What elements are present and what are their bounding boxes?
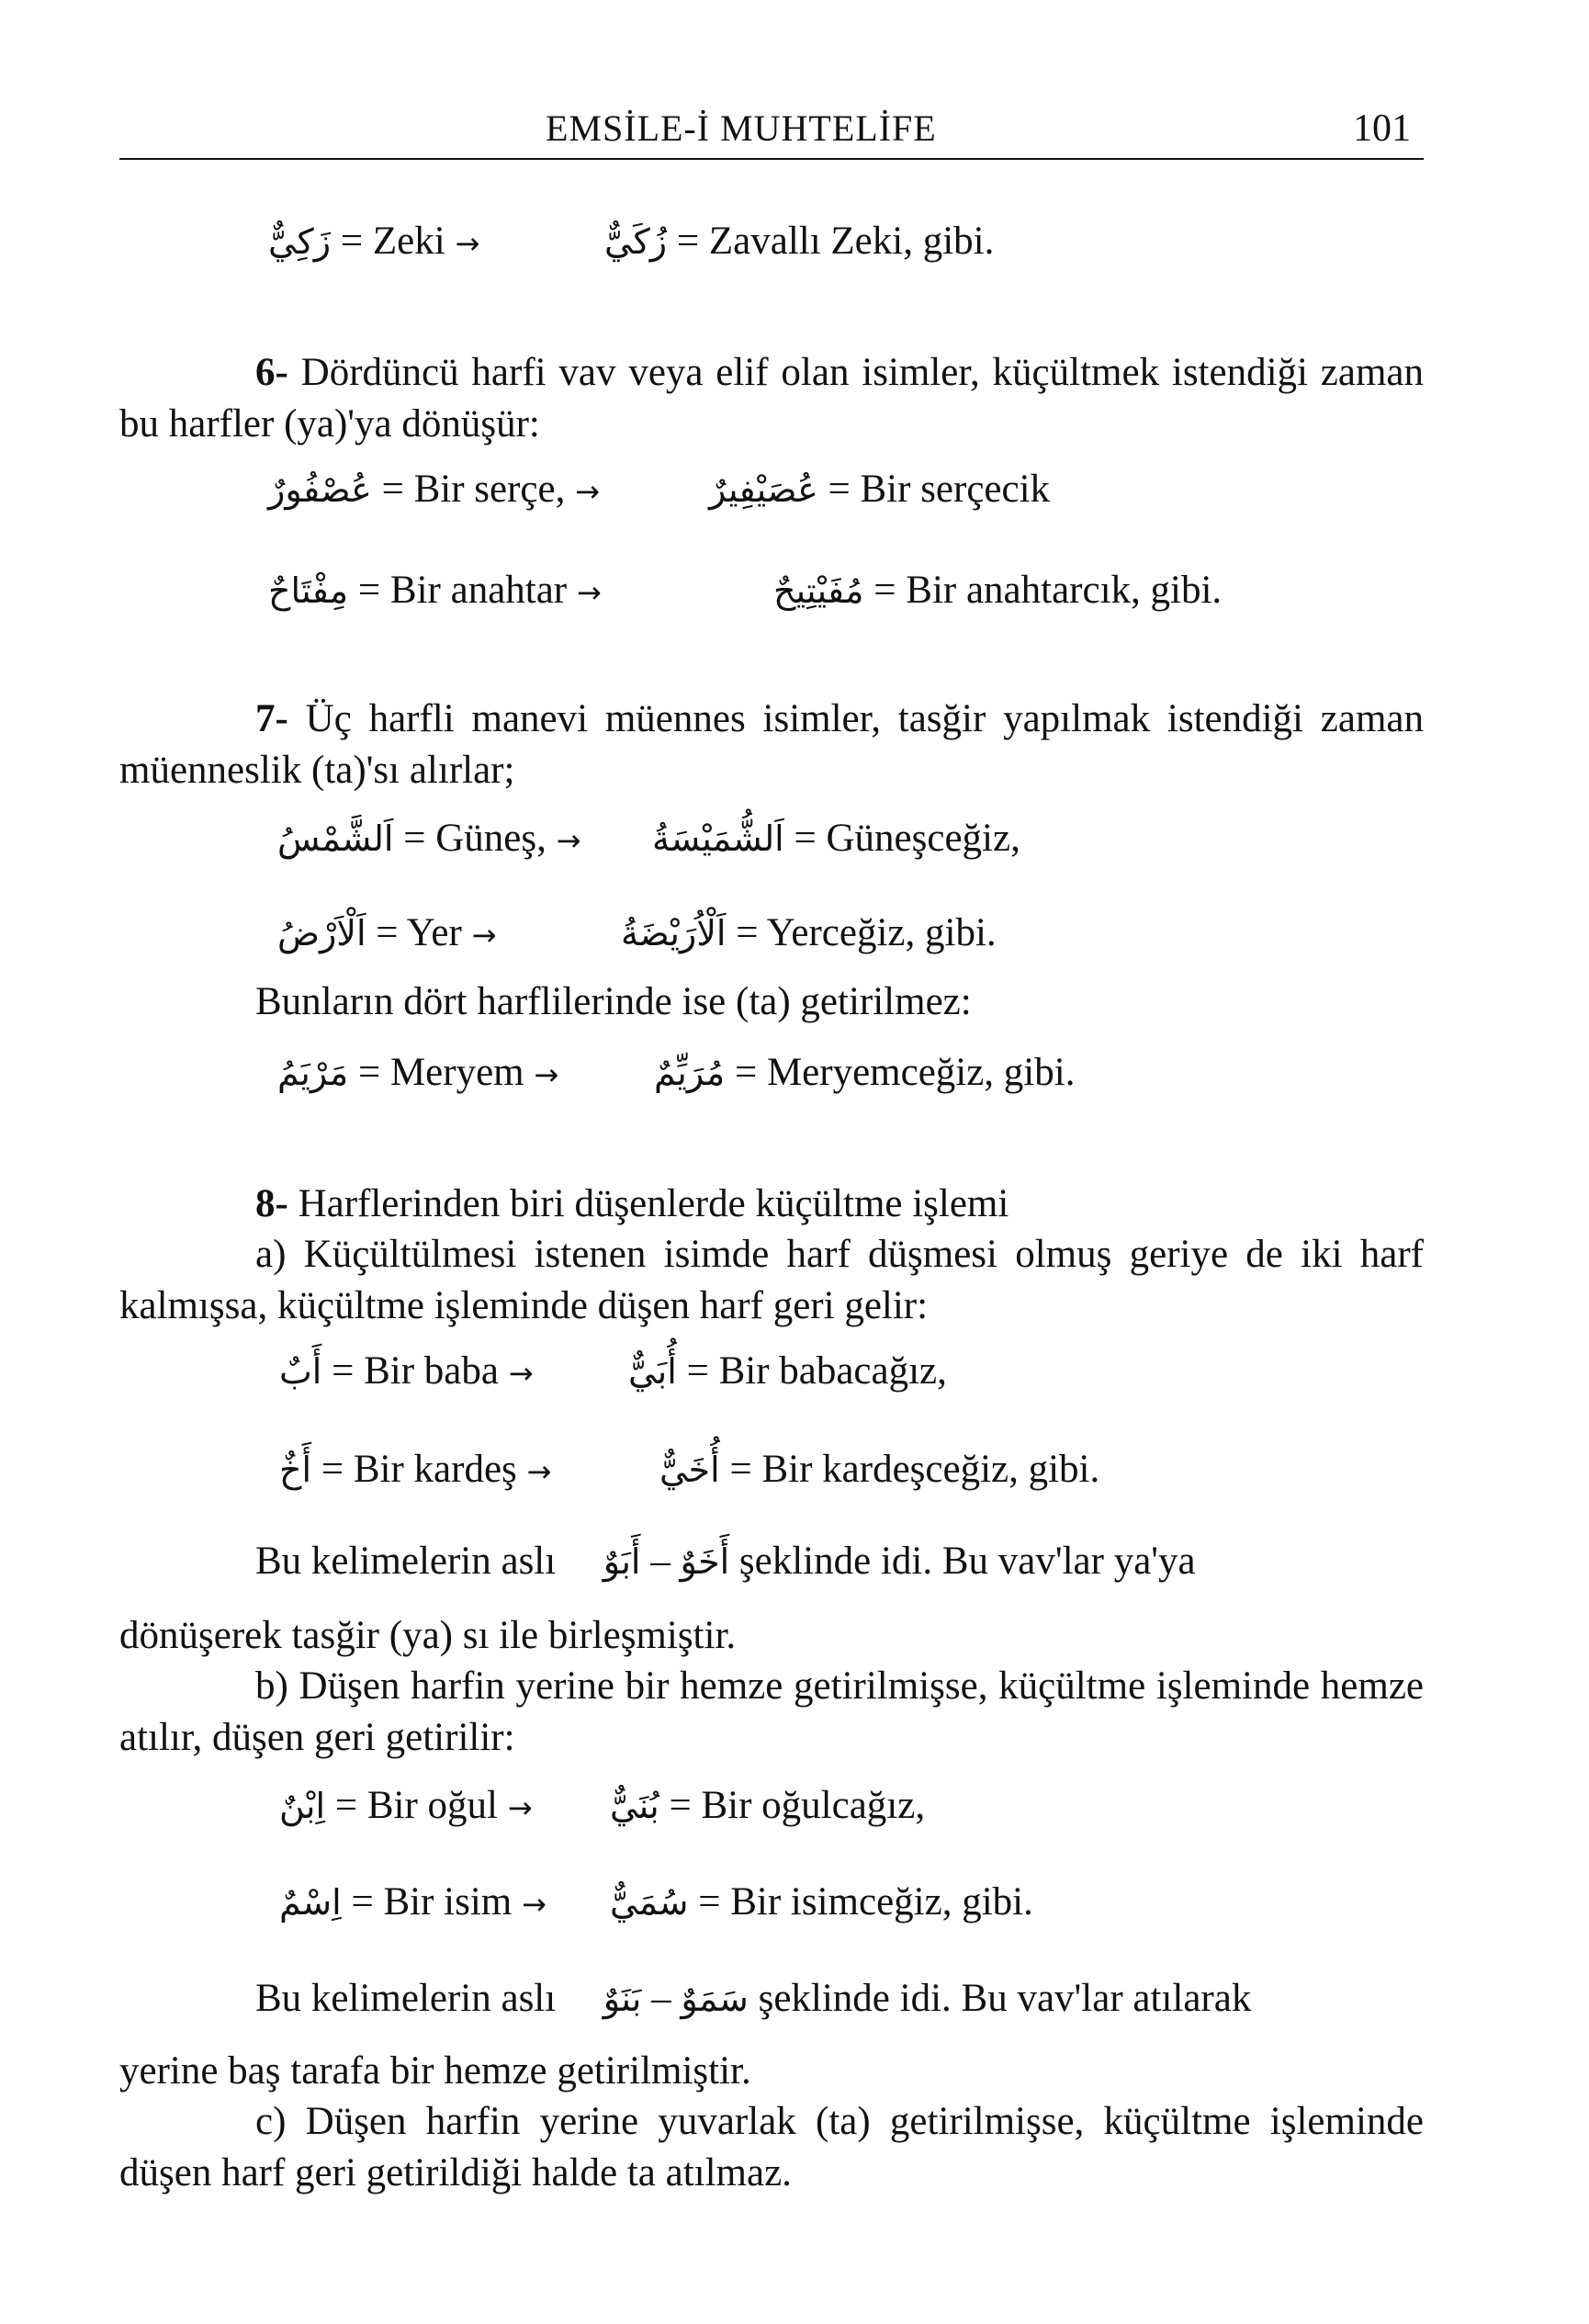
section-8a-paragraph: a) Küçültülmesi istenen isimde harf düşmesi olmuş geriye de iki harf kalmışsa, küçültme işleminde düşen harf geri gelir: — [119, 1233, 1424, 1327]
note-text: Bu kelimelerin aslı — [255, 1977, 557, 2020]
section-text: Harflerinden biri düşenlerde küçültme işlemi — [298, 1182, 1009, 1225]
example-anahtar — [268, 565, 602, 618]
section-text: Dördüncü harfi vav veya elif olan isimler, küçültmek istendiği zaman bu harfler (ya)'ya dönüşür: — [119, 351, 1425, 446]
example-gunes — [277, 813, 580, 866]
dash: – — [650, 1540, 671, 1583]
arabic-word: اَلشَّمْسُ — [277, 818, 394, 859]
arabic-word: عُصَيْفِيرٌ — [709, 469, 818, 510]
example-kardes-diminutive — [659, 1444, 1099, 1495]
example-baba — [279, 1346, 534, 1399]
arabic-word: عُصْفُورٌ — [268, 469, 372, 510]
example-serce-diminutive — [709, 464, 1050, 515]
note-text: şeklinde idi. Bu vav'lar atılarak — [758, 1977, 1252, 2020]
example-meryem-diminutive — [654, 1047, 1075, 1099]
meaning: = Bir serçecik — [828, 468, 1051, 511]
example-zeki-diminutive — [604, 216, 994, 267]
meaning: = Bir babacağız, — [686, 1349, 947, 1393]
example-isim — [279, 1877, 547, 1930]
arrow-icon: → — [521, 1887, 547, 1922]
arrow-icon: → — [471, 918, 497, 953]
arabic-word: مُرَيِّمٌ — [654, 1053, 726, 1093]
section-number: 6- — [255, 351, 288, 394]
example-ogul — [279, 1780, 533, 1833]
meaning: = Bir kardeş — [321, 1448, 517, 1491]
section-8a-note — [255, 1536, 1196, 1587]
meaning: = Bir kardeşceğiz, gibi. — [729, 1448, 1100, 1491]
meaning: = Zavallı Zeki, gibi. — [676, 220, 995, 263]
example-yer — [277, 908, 496, 961]
note-text: şeklinde idi. Bu vav'lar ya'ya — [738, 1540, 1196, 1583]
arrow-icon: → — [526, 1454, 552, 1489]
arrow-icon: → — [507, 1790, 533, 1825]
arabic-word: اِسْمٌ — [279, 1882, 342, 1923]
meaning: = Bir isim — [351, 1880, 513, 1924]
running-title: EMSİLE-İ MUHTELİFE — [546, 107, 937, 149]
example-anahtar-diminutive — [773, 565, 1222, 616]
arabic-word: مَرْيَمُ — [277, 1053, 349, 1093]
page-number: 101 — [1353, 107, 1411, 150]
meaning: = Meryem — [357, 1051, 524, 1094]
arrow-icon: → — [575, 474, 600, 509]
arrow-icon: → — [455, 226, 480, 261]
running-header — [119, 103, 1424, 160]
meaning: = Meryemceğiz, gibi. — [734, 1051, 1076, 1094]
arabic-word: زَكِيٌّ — [268, 221, 332, 262]
section-8b-paragraph: b) Düşen harfin yerine bir hemze getirilmişse, küçültme işleminde hemze atılır, düşen geri getirilir: — [119, 1664, 1424, 1759]
arabic-word: اِبْنٌ — [279, 1786, 326, 1826]
example-meryem — [277, 1047, 558, 1100]
section-7-note: Bunların dört harflilerinde ise (ta) getirilmez: — [255, 980, 972, 1023]
example-ogul-diminutive — [610, 1780, 925, 1832]
arabic-word: أَخَوٌ — [680, 1541, 730, 1582]
arabic-word: بُنَيٌّ — [610, 1786, 659, 1826]
arrow-icon: → — [556, 823, 581, 858]
arabic-word: اَلْاُرَيْضَةُ — [621, 913, 727, 953]
section-text: Üç harfli manevi müennes isimler, tasğir yapılmak istendiği zaman müenneslik (ta)'sı alırlar; — [119, 697, 1425, 792]
meaning: = Bir isimceğiz, gibi. — [698, 1880, 1033, 1924]
meaning: = Bir anahtarcık, gibi. — [873, 569, 1223, 612]
meaning: = Yerceğiz, gibi. — [736, 911, 997, 954]
arabic-word: اَلشُّمَيْسَةُ — [652, 818, 784, 859]
meaning: = Güneş, — [403, 817, 547, 860]
section-7-paragraph — [119, 694, 1424, 796]
meaning: = Güneşceğiz, — [794, 817, 1020, 860]
example-zeki — [268, 216, 479, 269]
meaning: = Bir baba — [332, 1349, 499, 1393]
section-number: 7- — [255, 697, 288, 740]
arabic-word: أَخٌ — [279, 1450, 312, 1490]
meaning: = Bir oğul — [334, 1784, 498, 1827]
meaning: = Zeki — [340, 220, 445, 263]
example-baba-diminutive — [628, 1346, 947, 1397]
note-text: Bu kelimelerin aslı — [255, 1540, 557, 1583]
dash: – — [651, 1977, 671, 2020]
meaning: = Yer — [376, 911, 462, 954]
arabic-word: مُفَيْتِيحٌ — [773, 570, 864, 611]
arabic-word: اَلْاَرْضُ — [277, 913, 366, 953]
arabic-word: زُكَيٌّ — [604, 221, 668, 262]
meaning: = Bir anahtar — [357, 569, 568, 612]
arrow-icon: → — [534, 1057, 559, 1092]
arabic-word: سَمَوٌ — [681, 1979, 749, 2019]
example-isim-diminutive — [610, 1877, 1033, 1928]
section-number: 8- — [255, 1182, 288, 1225]
arabic-word: بَنَوٌ — [603, 1979, 642, 2019]
section-8a-note-continued: dönüşerek tasğir (ya) sı ile birleşmiştir. — [119, 1614, 737, 1657]
section-8b-note-continued: yerine baş tarafa bir hemze getirilmiştir. — [119, 2049, 751, 2093]
example-kardes — [279, 1444, 551, 1497]
example-gunes-diminutive — [652, 813, 1020, 864]
example-yer-diminutive — [621, 908, 997, 959]
section-6-paragraph — [119, 347, 1424, 450]
section-8-heading — [255, 1179, 1424, 1230]
arabic-word: أَبٌ — [279, 1351, 322, 1392]
arabic-word: سُمَيٌّ — [610, 1882, 689, 1923]
meaning: = Bir oğulcağız, — [669, 1784, 926, 1827]
arabic-word: أَبَوٌ — [603, 1541, 641, 1582]
section-8b-note — [255, 1973, 1251, 2025]
section-8c-paragraph: c) Düşen harfin yerine yuvarlak (ta) getirilmişse, küçültme işleminde düşen harf geri getirildiği halde ta atılmaz. — [119, 2100, 1424, 2194]
arabic-word: مِفْتَاحٌ — [268, 570, 349, 611]
arrow-icon: → — [576, 575, 602, 610]
arabic-word: أُبَيٌّ — [628, 1351, 677, 1392]
example-serce — [268, 464, 600, 517]
arrow-icon: → — [508, 1356, 534, 1391]
meaning: = Bir serçe, — [381, 468, 566, 511]
arabic-word: أُخَيٌّ — [659, 1450, 720, 1490]
